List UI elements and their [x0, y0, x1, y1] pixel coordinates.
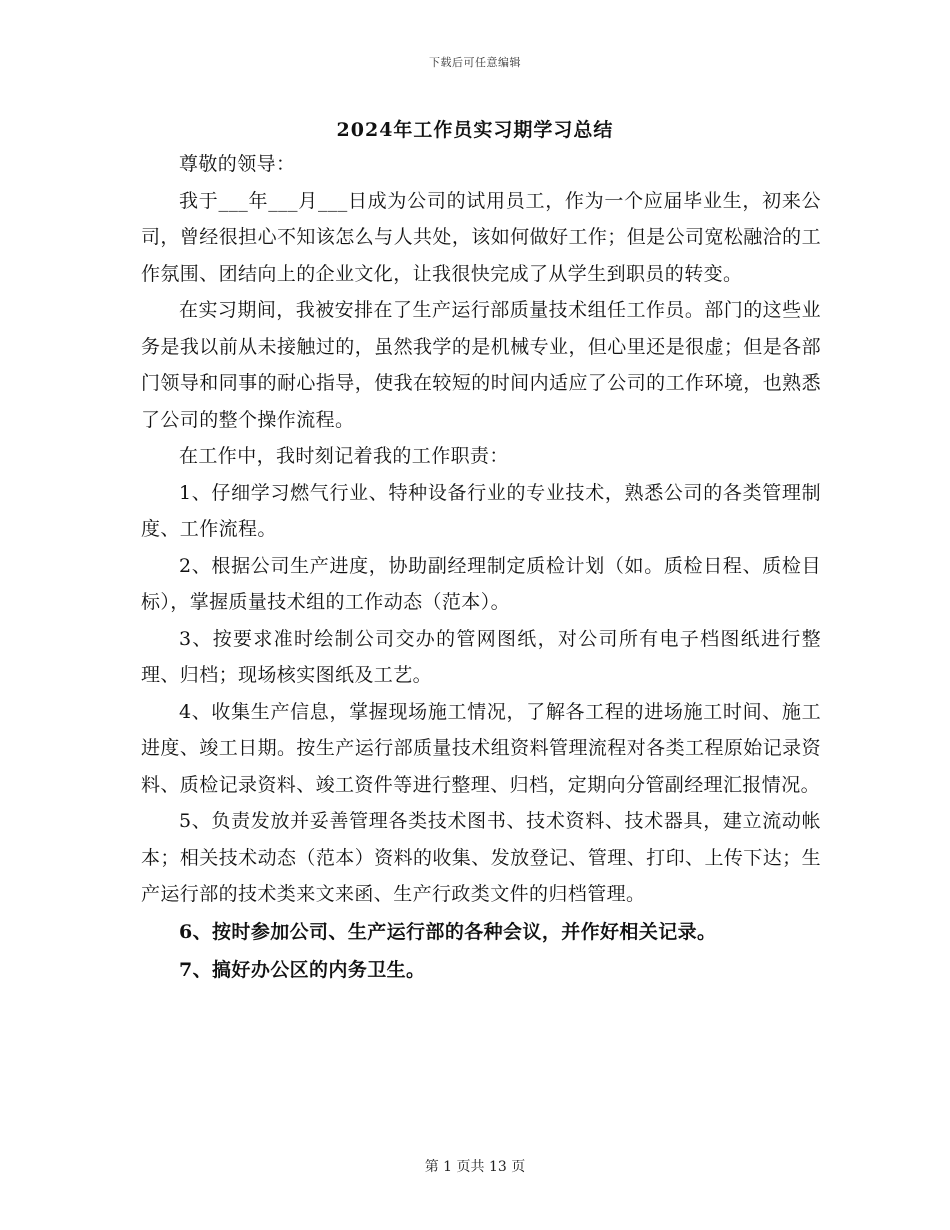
- paragraph-duties-lead: 在工作中，我时刻记着我的工作职责：: [179, 445, 509, 467]
- duty-item-7: 7、搞好办公区的内务卫生。: [179, 958, 426, 981]
- duty-item-1: 1、仔细学习燃气行业、特种设备行业的专业技术，熟悉公司的各类管理制度、工作流程。: [141, 481, 821, 540]
- duty-item-6: 6、按时参加公司、生产运行部的各种会议，并作好相关记录。: [179, 920, 717, 943]
- duty-item-3: 3、按要求准时绘制公司交办的管网图纸，对公司所有电子档图纸进行整理、归档；现场核实图纸及工艺。: [141, 627, 821, 686]
- duty-item-4: 4、收集生产信息，掌握现场施工情况，了解各工程的进场施工时间、施工进度、竣工日期。按生产运行部质量技术组资料管理流程对各类工程原始记录资料、质检记录资料、竣工资件等进行整理、归档，定期向分管副经理汇报情况。: [141, 700, 821, 796]
- salutation: 尊敬的领导：: [179, 153, 296, 175]
- page-footer: 第 1 页共 13 页: [424, 1159, 526, 1175]
- paragraph-internship: 在实习期间，我被安排在了生产运行部质量技术组任工作员。部门的这些业务是我以前从未接触过的，虽然我学的是机械专业，但心里还是很虚；但是各部门领导和同事的耐心指导，使我在较短的时间内适应了公司的工作环境，也熟悉了公司的整个操作流程。: [141, 299, 821, 431]
- duty-item-2: 2、根据公司生产进度，协助副经理制定质检计划（如。质检日程、质检目标），掌握质量技术组的工作动态（范本）。: [141, 554, 821, 613]
- document-body: [141, 146, 821, 989]
- duty-item-5: 5、负责发放并妥善管理各类技术图书、技术资料、技术器具，建立流动帐本；相关技术动态（范本）资料的收集、发放登记、管理、打印、上传下达；生产运行部的技术类来文来函、生产行政类文件的归档管理。: [141, 810, 821, 905]
- header-note: 下载后可任意编辑: [429, 56, 521, 69]
- document-title: 2024年工作员实习期学习总结: [336, 119, 614, 141]
- paragraph-intro: 我于___年___月___日成为公司的试用员工，作为一个应届毕业生，初来公司，曾经很担心不知该怎么与人共处，该如何做好工作；但是公司宽松融洽的工作氛围、团结向上的企业文化，让我很快完成了从学生到职员的转变。: [141, 189, 821, 285]
